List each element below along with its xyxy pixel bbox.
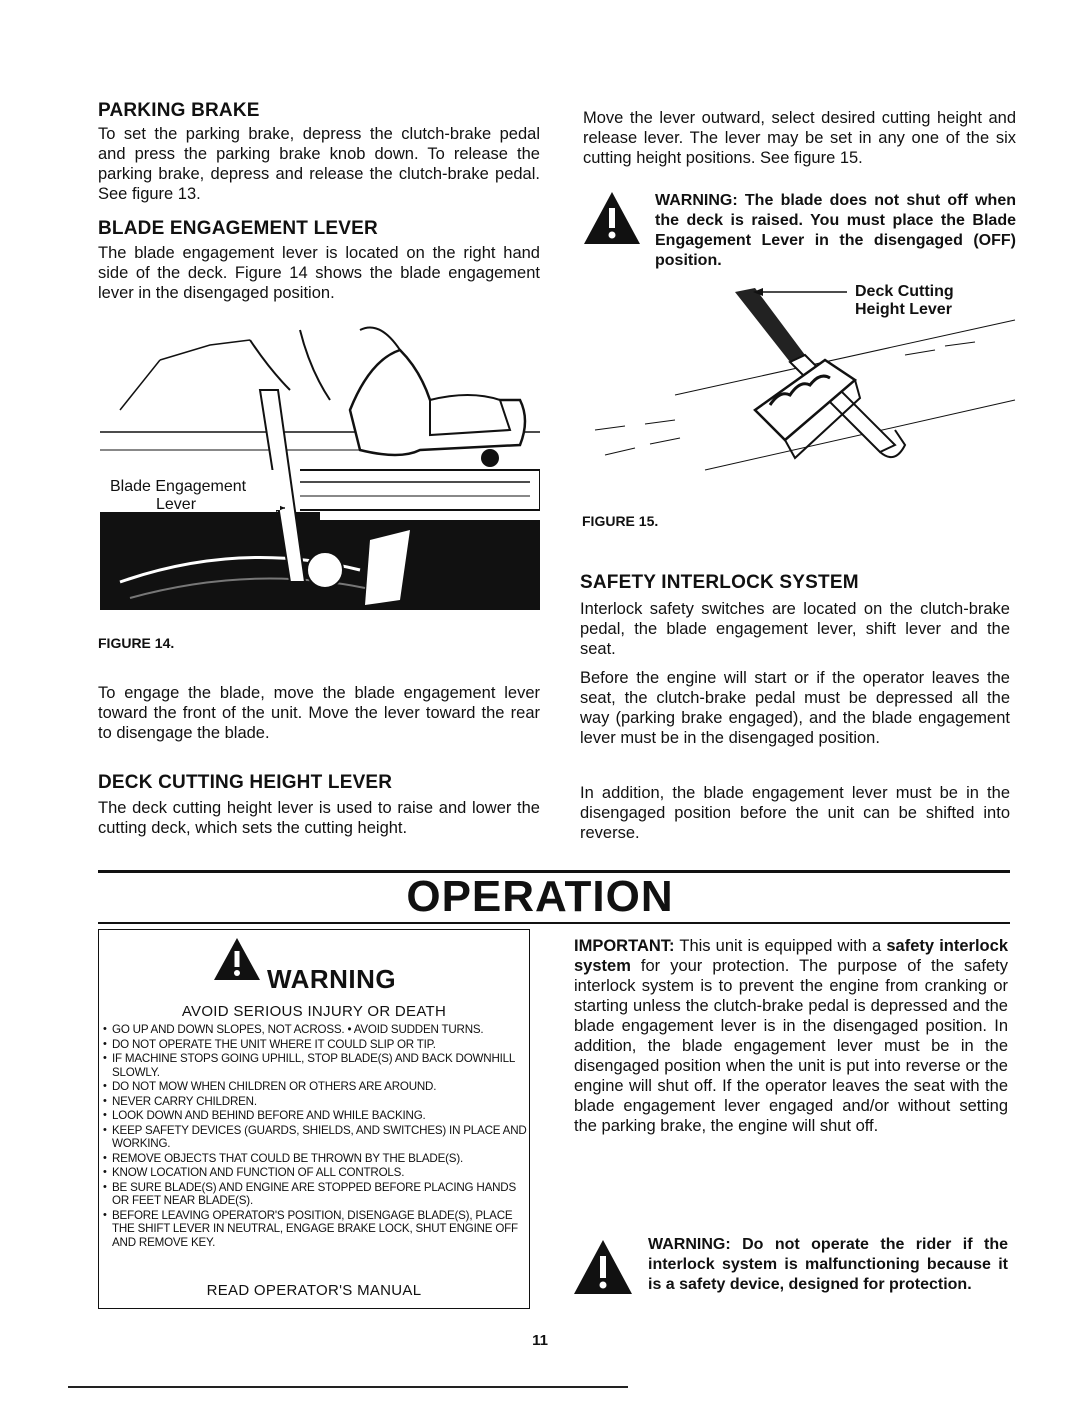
- figure-14-illustration: [100, 320, 540, 620]
- warning-box-title: WARNING: [267, 964, 397, 994]
- page-number: 11: [532, 1332, 548, 1349]
- safety-interlock-p2: Before the engine will start or if the operator leaves the seat, the clutch-brake pedal must be depressed all the way (parking brake engaged), and the blade engagement lever must be in the disengaged position.: [580, 669, 1010, 747]
- figure-15-caption: FIGURE 15.: [582, 513, 659, 529]
- figure-14-callout: [110, 478, 246, 514]
- warning-item: • GO UP AND DOWN SLOPES, NOT ACROSS. • AVOID SUDDEN TURNS.: [103, 1023, 527, 1037]
- important-text-2: for your protection. The purpose of the safety interlock system is to prevent the engine from cranking or starting unless the clutch-brake pedal is depressed and the blade engagement lever is in the disengaged position. In addition, the blade engagement lever must be in the disengaged position when the unit is put into reverse or the engine will shut off. If the operator leaves the seat with the blade engagement lever engaged and/or without setting the parking brake, the engine will shut off.: [574, 957, 1008, 1135]
- warning-item: • REMOVE OBJECTS THAT COULD BE THROWN BY THE BLADE(S).: [103, 1152, 527, 1166]
- figure-15-drawing: [585, 280, 1020, 495]
- figure-15-callout-line2: Height Lever: [855, 301, 952, 318]
- operation-rule-bottom: [98, 922, 1010, 924]
- warning-box-triangle-icon: [212, 936, 262, 982]
- warning-item: • BE SURE BLADE(S) AND ENGINE ARE STOPPED BEFORE PLACING HANDS OR FEET NEAR BLADE(S).: [103, 1181, 527, 1208]
- safety-interlock-p1: Interlock safety switches are located on the clutch-brake pedal, the blade engagement lever, shift lever and the seat.: [580, 600, 1010, 658]
- warning-triangle-icon: [582, 190, 642, 246]
- important-lead: IMPORTANT:: [574, 937, 675, 955]
- bottom-rule: [68, 1386, 628, 1388]
- parking-brake-heading: PARKING BRAKE: [98, 100, 260, 121]
- operation-title: OPERATION: [406, 872, 674, 921]
- warning-item: • KNOW LOCATION AND FUNCTION OF ALL CONTROLS.: [103, 1166, 527, 1180]
- warning-item: • DO NOT OPERATE THE UNIT WHERE IT COULD SLIP OR TIP.: [103, 1038, 527, 1052]
- figure-15-illustration: [585, 280, 1020, 495]
- warning-box-list: [103, 1023, 527, 1250]
- safety-interlock-p3: In addition, the blade engagement lever must be in the disengaged position before the unit can be shifted into reverse.: [580, 784, 1010, 842]
- figure-15-callout-line1: Deck Cutting: [855, 283, 954, 300]
- interlock-warning-text: WARNING: Do not operate the rider if the interlock system is malfunctioning because it is a safety device, designed for protection.: [648, 1236, 1008, 1293]
- warning-item: • BEFORE LEAVING OPERATOR'S POSITION, DISENGAGE BLADE(S), PLACE THE SHIFT LEVER IN NEUTRAL, ENGAGE BRAKE LOCK, SHUT ENGINE OFF AND REMOVE KEY.: [103, 1209, 527, 1250]
- figure-14-callout-line2: Lever: [156, 496, 197, 513]
- engage-text: To engage the blade, move the blade engagement lever toward the front of the unit. Move the lever toward the rear to disengage the blade.: [98, 684, 540, 742]
- warning-box-subtitle: AVOID SERIOUS INJURY OR DEATH: [181, 1003, 447, 1020]
- important-text-1: This unit is equipped with a: [674, 937, 887, 955]
- lever-intro-text: Move the lever outward, select desired cutting height and release lever. The lever may be set in any one of the six cutting height positions. See figure 15.: [583, 109, 1016, 167]
- warning-item: • LOOK DOWN AND BEHIND BEFORE AND WHILE BACKING.: [103, 1109, 527, 1123]
- figure-14-callout-line1: Blade Engagement: [110, 478, 247, 495]
- warning-item: • NEVER CARRY CHILDREN.: [103, 1095, 527, 1109]
- safety-interlock-heading: SAFETY INTERLOCK SYSTEM: [580, 572, 859, 593]
- important-paragraph: [574, 936, 1008, 1136]
- warning-item: • DO NOT MOW WHEN CHILDREN OR OTHERS ARE AROUND.: [103, 1080, 527, 1094]
- warning-box: [98, 929, 530, 1309]
- blade-engagement-text: The blade engagement lever is located on the right hand side of the deck. Figure 14 shows the blade engagement lever in the disengaged position.: [98, 244, 540, 302]
- interlock-warning-triangle-icon: [572, 1238, 634, 1296]
- deck-cutting-heading: DECK CUTTING HEIGHT LEVER: [98, 772, 393, 793]
- warning-item: • IF MACHINE STOPS GOING UPHILL, STOP BLADE(S) AND BACK DOWNHILL SLOWLY.: [103, 1052, 527, 1079]
- deck-cutting-text: The deck cutting height lever is used to raise and lower the cutting deck, which sets the cutting height.: [98, 799, 540, 837]
- important-bold: safety interlock system: [574, 937, 1008, 975]
- figure-15-callout: [855, 283, 954, 319]
- parking-brake-text: To set the parking brake, depress the clutch-brake pedal and press the parking brake knob down. To release the parking brake, depress and release the clutch-brake pedal. See figure 13.: [98, 125, 540, 203]
- blade-warning-text: WARNING: The blade does not shut off when the deck is raised. You must place the Blade Engagement Lever in the disengaged (OFF) position.: [655, 192, 1016, 269]
- figure-14-caption: FIGURE 14.: [98, 635, 175, 651]
- blade-engagement-heading: BLADE ENGAGEMENT LEVER: [98, 218, 378, 239]
- figure-14-drawing: [100, 320, 540, 620]
- warning-box-footer: READ OPERATOR'S MANUAL: [206, 1282, 422, 1299]
- warning-item: • KEEP SAFETY DEVICES (GUARDS, SHIELDS, AND SWITCHES) IN PLACE AND WORKING.: [103, 1124, 527, 1151]
